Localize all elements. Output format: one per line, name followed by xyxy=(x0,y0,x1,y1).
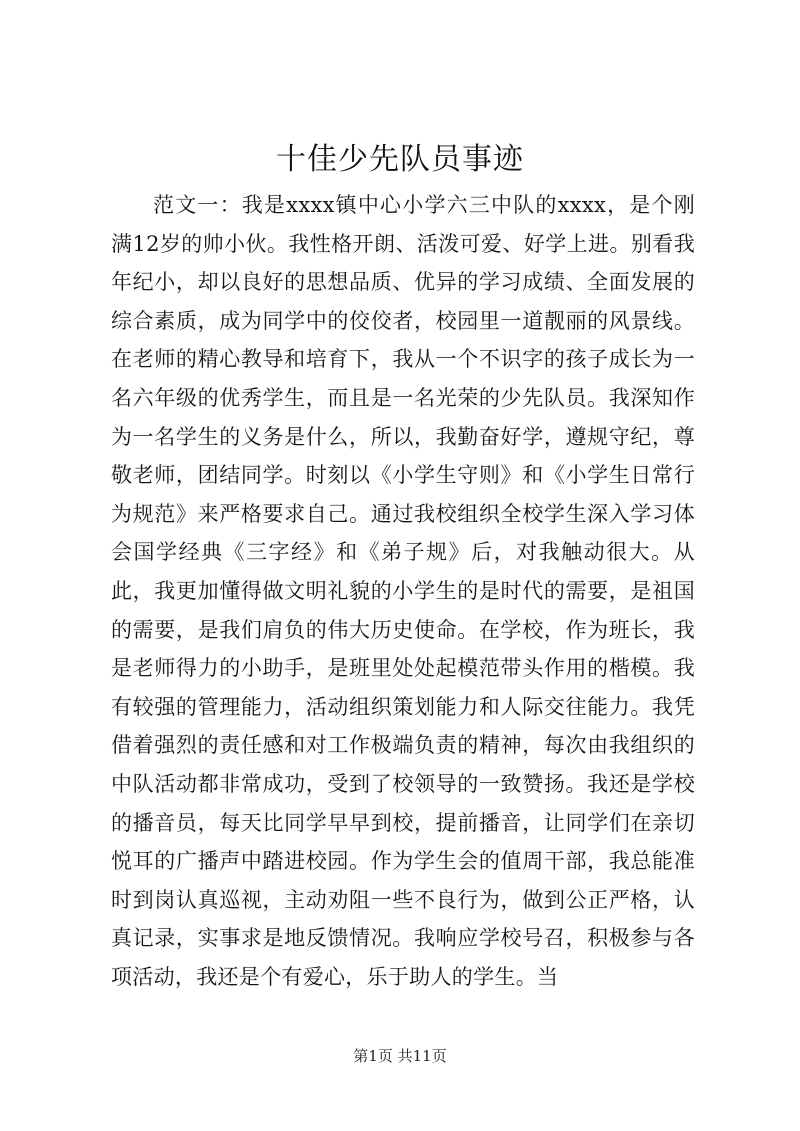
page-footer: 第1页 共11页 xyxy=(353,1047,447,1065)
document-title: 十佳少先队员事迹 xyxy=(276,142,524,177)
body-paragraph: 范文一：我是xxxx镇中心小学六三中队的xxxx，是个刚满12岁的帅小伙。我性格开朗、活泼可爱、好学上进。别看我年纪小，却以良好的思想品质、优异的学习成绩、全面发展的综合素质，成为同学中的佼佼者，校园里一道靓丽的风景线。在老师的精心教导和培育下，我从一个不识字的孩子成长为一名六年级的优秀学生，而且是一名光荣的少先队员。我深知作为一名学生的义务是什么，所以，我勤奋好学，遵规守纪，尊敬老师，团结同学。时刻以《小学生守则》和《小学生日常行为规范》来严格要求自己。通过我校组织全校学生深入学习体会国学经典《三字经》和《弟子规》后，对我触动很大。从此，我更加懂得做文明礼貌的小学生的是时代的需要，是祖国的需要，是我们肩负的伟大历史使命。在学校，作为班长，我是老师得力的小助手，是班里处处起模范带头作用的楷模。我有较强的管理能力，活动组织策划能力和人际交往能力。我凭借着强烈的责任感和对工作极端负责的精神，每次由我组织的中队活动都非常成功，受到了校领导的一致赞扬。我还是学校的播音员，每天比同学早早到校，提前播音，让同学们在亲切悦耳的广播声中踏进校园。作为学生会的值周干部，我总能准时到岗认真巡视，主动劝阻一些不良行为，做到公正严格，认真记录，实事求是地反馈情况。我响应学校号召，积极参与各项活动，我还是个有爱心，乐于助人的学生。当 xyxy=(111,193,695,989)
